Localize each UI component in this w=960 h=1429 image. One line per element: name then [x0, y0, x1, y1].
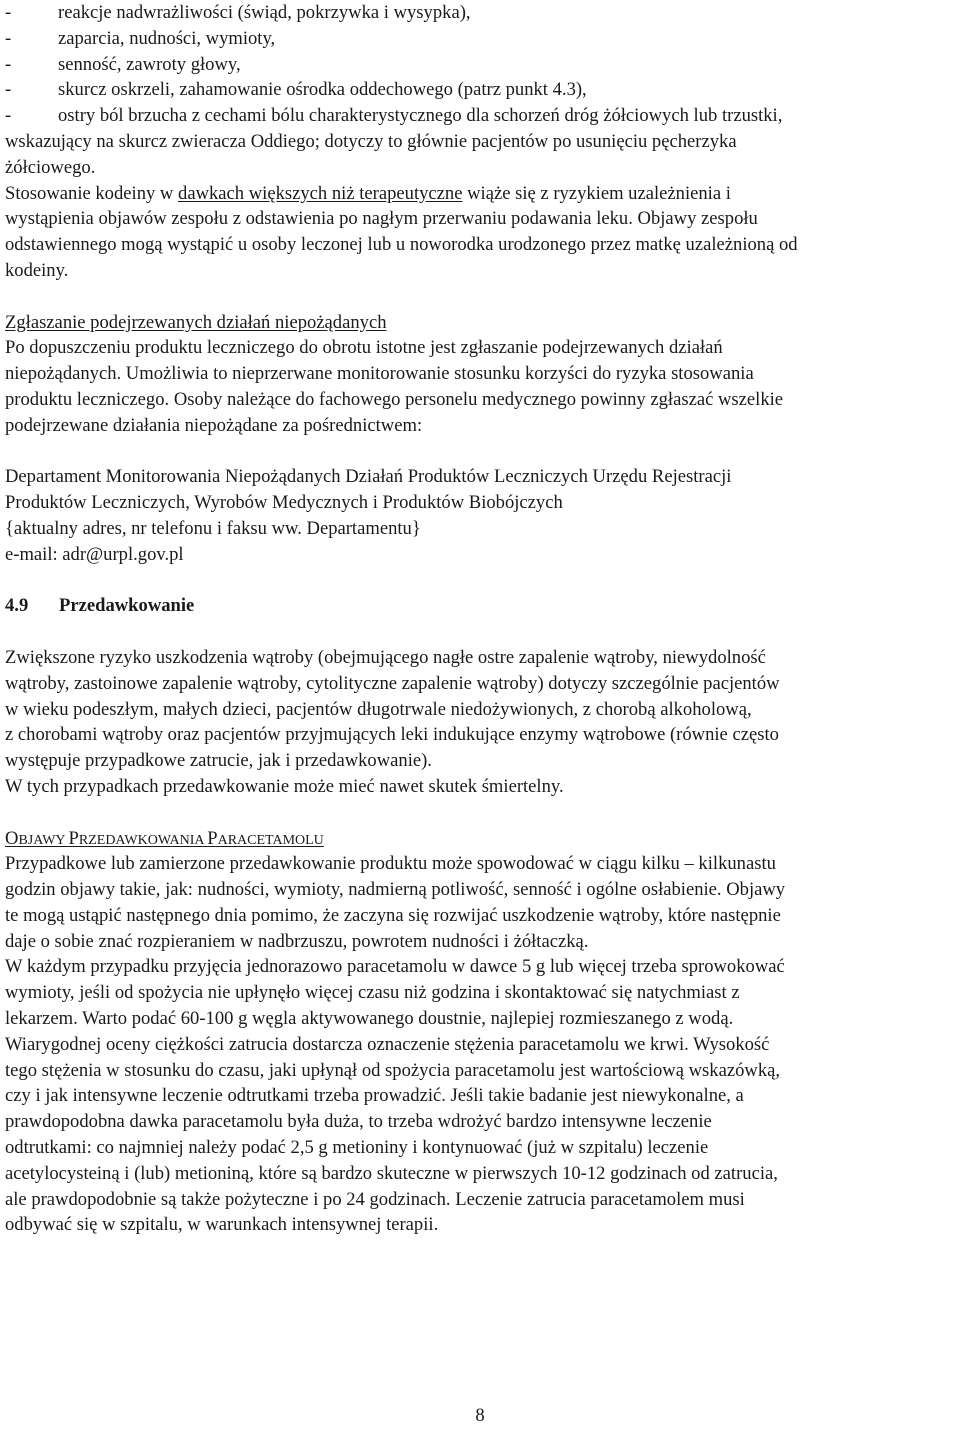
text-line: z chorobami wątroby oraz pacjentów przyjmujących leki indukujące enzymy wątrobowe (równie często — [5, 724, 779, 746]
symptoms-heading: OBJAWY PRZEDAWKOWANIA PARACETAMOLU — [5, 827, 324, 849]
section-heading — [5, 593, 953, 619]
text-line: występuje przypadkowe zatrucie, jak i przedawkowanie). — [5, 750, 432, 772]
text-line: acetylocysteiną i (lub) metioniną, które są bardzo skuteczne w pierwszych 10-12 godzinach od zatrucia, — [5, 1162, 778, 1184]
adverse-effects-list — [5, 0, 953, 181]
list-item: - ostry ból brzucha z cechami bólu charakterystycznego dla schorzeń dróg żółciowych lub trzustki, — [5, 103, 953, 129]
address-line: Produktów Leczniczych, Wyrobów Medycznych i Produktów Biobójczych — [5, 492, 563, 514]
email-line: e-mail: adr@urpl.gov.pl — [5, 543, 184, 565]
text-line: odbywać się w szpitalu, w warunkach intensywnej terapii. — [5, 1214, 439, 1236]
list-item: - zaparcia, nudności, wymioty, — [5, 26, 953, 52]
list-bullet: - — [5, 27, 12, 49]
list-item: - senność, zawroty głowy, — [5, 52, 953, 78]
text-line: ale prawdopodobnie są także pożyteczne i po 24 godzinach. Leczenie zatrucia paracetamolem musi — [5, 1188, 745, 1210]
text-line: godzin objawy takie, jak: nudności, wymioty, nadmierną potliwość, senność i ogólne osłabienie. Objawy — [5, 879, 786, 901]
text-line: podejrzewane działania niepożądane za pośrednictwem: — [5, 414, 423, 436]
codeine-paragraph — [5, 181, 953, 284]
text-line: odtrutkami: co najmniej należy podać 2,5 g metioniny i kontynuować (już w szpitalu) leczenie — [5, 1137, 709, 1159]
list-item: - reakcje nadwrażliwości (świąd, pokrzywka i wysypka), — [5, 0, 953, 26]
list-item: - skurcz oskrzeli, zahamowanie ośrodka oddechowego (patrz punkt 4.3), — [5, 77, 953, 103]
text-line: Stosowanie kodeiny w dawkach większych niż terapeutyczne wiąże się z ryzykiem uzależnienia i — [5, 182, 731, 204]
text-line: czy i jak intensywne leczenie odtrutkami trzeba prowadzić. Jeśli takie badanie jest niewykonalne, a — [5, 1085, 744, 1107]
list-bullet: - — [5, 105, 12, 127]
address-line: Departament Monitorowania Niepożądanych Działań Produktów Leczniczych Urzędu Rejestracji — [5, 466, 732, 488]
text-line: Przypadkowe lub zamierzone przedawkowanie produktu może spowodować w ciągu kilku – kilkunastu — [5, 853, 776, 875]
underlined-phrase: dawkach większych niż terapeutyczne — [178, 182, 463, 204]
overdose-paragraph — [5, 645, 953, 800]
document-page — [5, 0, 953, 1238]
section-number: 4.9 — [5, 595, 29, 617]
text-line: daje o sobie znać rozpieraniem w nadbrzuszu, powrotem nudności i żółtaczką. — [5, 930, 589, 952]
text-line: te mogą ustąpić następnego dnia pomimo, że zaczyna się rozwijać uszkodzenie wątroby, które następnie — [5, 904, 781, 926]
text-line: W każdym przypadku przyjęcia jednorazowo paracetamolu w dawce 5 g lub więcej trzeba sprowokować — [5, 956, 785, 978]
list-bullet: - — [5, 79, 12, 101]
text-line: wystąpienia objawów zespołu z odstawienia po nagłym przerwaniu podawania leku. Objawy zespołu — [5, 208, 758, 230]
address-line: {aktualny adres, nr telefonu i faksu ww. Departamentu} — [5, 517, 421, 539]
symptoms-section — [5, 826, 953, 1239]
text-line: niepożądanych. Umożliwia to nieprzerwane monitorowanie stosunku korzyści do ryzyka stosowania — [5, 363, 754, 385]
text-line: wątroby, zastoinowe zapalenie wątroby, cytolityczne zapalenie wątroby) dotyczy szczególnie pacjentów — [5, 672, 780, 694]
text-line: tego stężenia w stosunku do czasu, jaki upłynął od spożycia paracetamolu jest wartościową wskazówką, — [5, 1059, 781, 1081]
page-number: 8 — [475, 1405, 485, 1426]
list-item-continuation: żółciowego. — [5, 156, 96, 178]
section-title: Przedawkowanie — [59, 595, 195, 617]
text-line: wymioty, jeśli od spożycia nie upłynęło więcej czasu niż godzina i skontaktować się natychmiast z — [5, 982, 740, 1004]
text-line: lekarzem. Warto podać 60-100 g węgla aktywowanego doustnie, najlepiej rozmieszanego z wodą. — [5, 1008, 734, 1030]
text-line: kodeiny. — [5, 259, 69, 281]
text-line: Zwiększone ryzyko uszkodzenia wątroby (obejmującego nagłe ostre zapalenie wątroby, niewydolność — [5, 646, 766, 668]
list-bullet: - — [5, 53, 12, 75]
text-line: Wiarygodnej oceny ciężkości zatrucia dostarcza oznaczenie stężenia paracetamolu we krwi. Wysokość — [5, 1033, 770, 1055]
text-line: prawdopodobna dawka paracetamolu była duża, to trzeba wdrożyć bardzo intensywne leczenie — [5, 1111, 712, 1133]
text-line: produktu leczniczego. Osoby należące do fachowego personelu medycznego powinny zgłaszać wszelkie — [5, 388, 784, 410]
text-line: Po dopuszczeniu produktu leczniczego do obrotu istotne jest zgłaszanie podejrzewanych działań — [5, 337, 723, 359]
reporting-heading: Zgłaszanie podejrzewanych działań niepożądanych — [5, 311, 387, 333]
text-line: odstawiennego mogą wystąpić u osoby leczonej lub u noworodka urodzonego przez matkę uzależnioną od — [5, 234, 798, 256]
list-bullet: - — [5, 2, 12, 23]
list-item-continuation: wskazujący na skurcz zwieracza Oddiego; dotyczy to głównie pacjentów po usunięciu pęcherzyka — [5, 130, 737, 152]
text-line: W tych przypadkach przedawkowanie może mieć nawet skutek śmiertelny. — [5, 775, 564, 797]
reporting-section — [5, 310, 953, 568]
text-line: w wieku podeszłym, małych dzieci, pacjentów długotrwale niedożywionych, z chorobą alkoholową, — [5, 698, 752, 720]
